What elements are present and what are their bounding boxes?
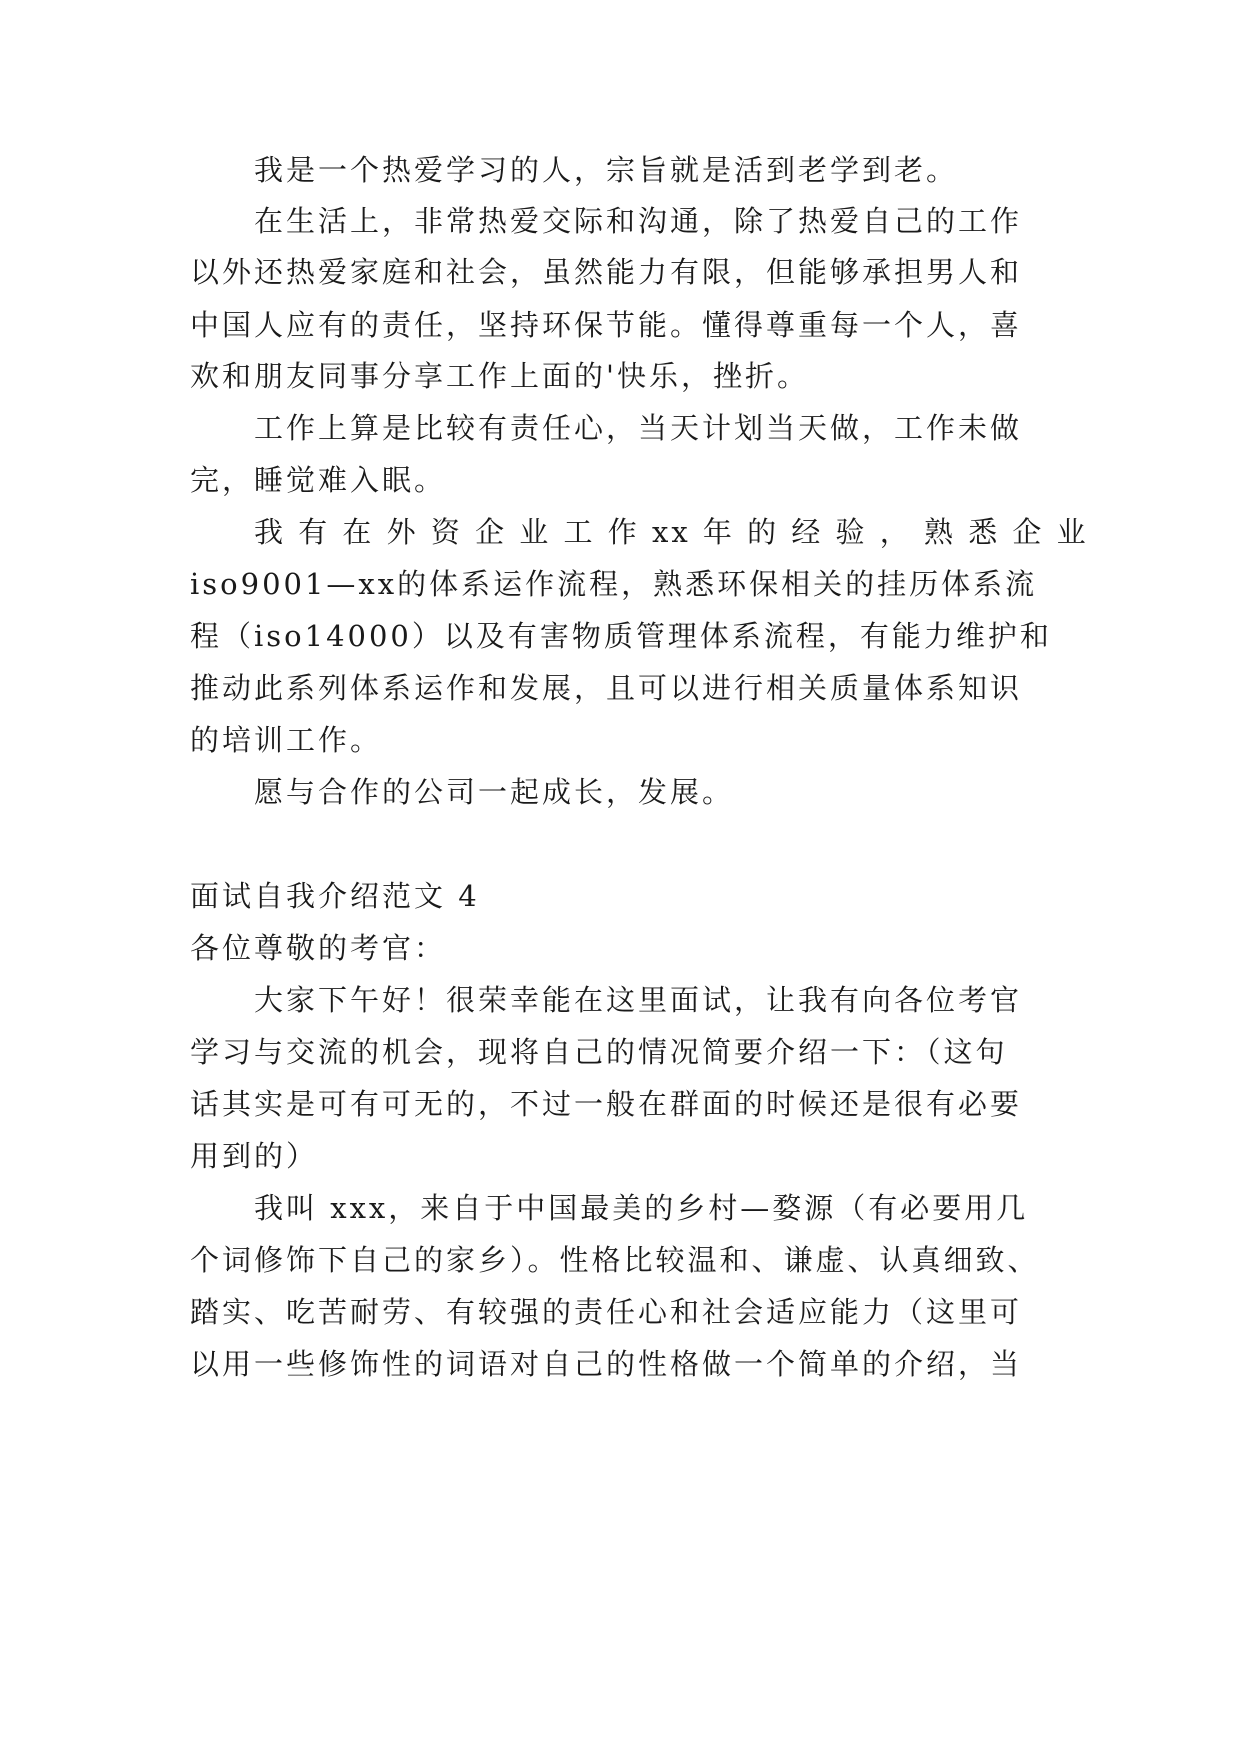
paragraph-line: 我是一个热爱学习的人，宗旨就是活到老学到老。 xyxy=(254,153,959,187)
paragraph-line: 以外还热爱家庭和社会，虽然能力有限，但能够承担男人和 xyxy=(190,255,1023,289)
paragraph-line: 大家下午好！很荣幸能在这里面试，让我有向各位考官 xyxy=(254,983,1023,1017)
paragraph-line: 中国人应有的责任，坚持环保节能。懂得尊重每一个人，喜 xyxy=(190,308,1023,342)
paragraph-line: 我叫 xxx，来自于中国最美的乡村—婺源（有必要用几 xyxy=(254,1191,1029,1225)
paragraph-line: 以用一些修饰性的词语对自己的性格做一个简单的介绍，当 xyxy=(190,1347,1023,1381)
paragraph-line: 推动此系列体系运作和发展，且可以进行相关质量体系知识 xyxy=(190,671,1023,705)
paragraph-line: 工作上算是比较有责任心，当天计划当天做，工作未做 xyxy=(254,411,1023,445)
salutation: 各位尊敬的考官： xyxy=(190,931,447,965)
paragraph-line: 欢和朋友同事分享工作上面的'快乐，挫折。 xyxy=(190,359,809,393)
paragraph-line: 在生活上，非常热爱交际和沟通，除了热爱自己的工作 xyxy=(254,204,1023,238)
paragraph-line: iso9001—xx的体系运作流程，熟悉环保相关的挂历体系流 xyxy=(190,567,1038,601)
section-heading: 面试自我介绍范文 4 xyxy=(190,879,480,913)
paragraph-line: 完，睡觉难入眠。 xyxy=(190,463,447,497)
paragraph-line: 话其实是可有可无的，不过一般在群面的时候还是很有必要 xyxy=(190,1087,1023,1121)
paragraph-line: 程（iso14000）以及有害物质管理体系流程，有能力维护和 xyxy=(190,619,1052,653)
paragraph-line: 学习与交流的机会，现将自己的情况简要介绍一下：（这句 xyxy=(190,1035,1008,1069)
paragraph-line: 的培训工作。 xyxy=(190,723,383,757)
paragraph-line: 愿与合作的公司一起成长，发展。 xyxy=(254,775,735,809)
paragraph-line: 用到的） xyxy=(190,1139,319,1173)
paragraph-line: 踏实、吃苦耐劳、有较强的责任心和社会适应能力（这里可 xyxy=(190,1295,1023,1329)
paragraph-line: 我 有 在 外 资 企 业 工 作 xx 年 的 经 验 ， 熟 悉 企 业 xyxy=(254,515,1089,549)
paragraph-line: 个词修饰下自己的家乡）。性格比较温和、谦虚、认真细致、 xyxy=(190,1243,1040,1277)
